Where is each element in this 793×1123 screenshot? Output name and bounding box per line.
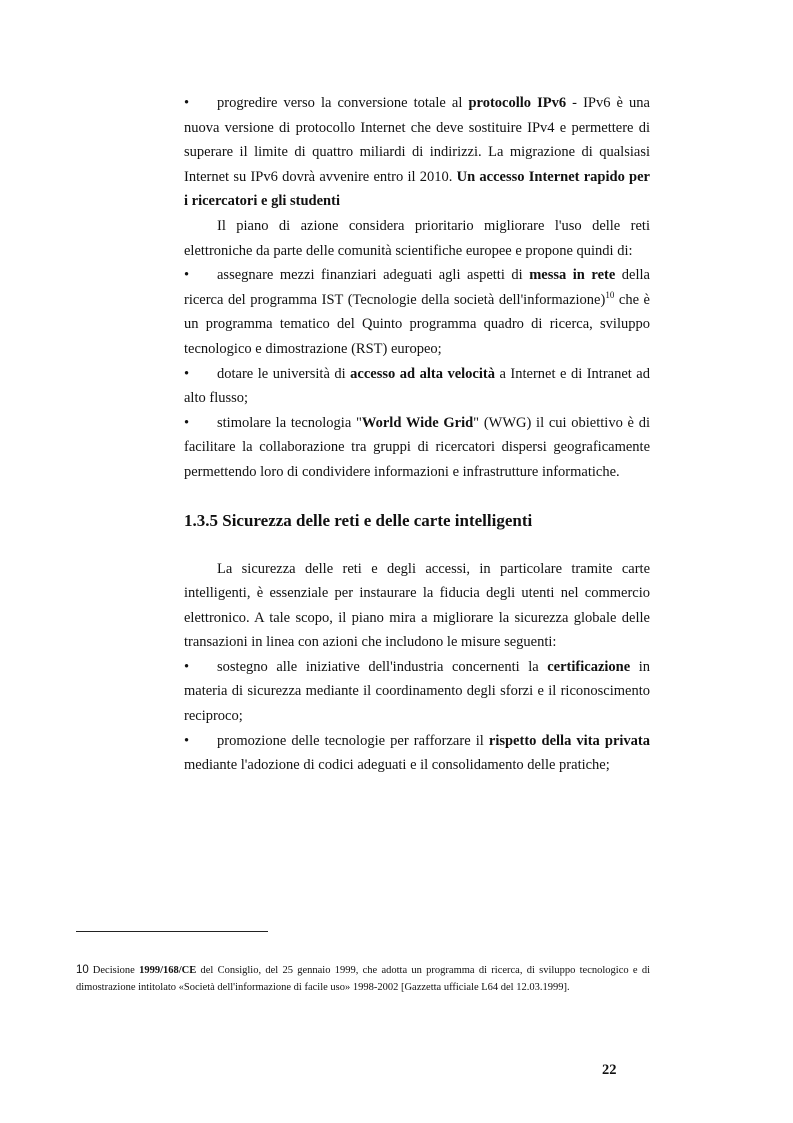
bullet-icon: • [184,365,190,382]
bullet-icon: • [184,95,190,111]
bullet-item-privacy: • promozione delle tecnologie per rafforzare il rispetto della vita privata mediante l'adozione di codici adeguati e il consolidamento delle pratiche; [184,729,650,778]
paragraph-security: La sicurezza delle reti e degli accessi, in particolare tramite carte intelligenti, è essenziale per instaurare la fiducia degli utenti nel commercio elettronico. A tale scopo, il piano mira a migliorare la sicurezza globale delle transazioni in linea con azioni che includono le misure seguenti: [184,560,650,651]
bullet-icon: • [184,267,190,284]
main-text [184,91,650,778]
bullet-item-certification: • sostegno alle iniziative dell'industria concernenti la certificazione in materia di sicurezza mediante il coordinamento degli sforzi e il riconoscimento reciproco; [184,655,650,729]
paragraph-action-plan: Il piano di azione considera prioritario migliorare l'uso delle reti elettroniche da parte delle comunità scientifiche europee e propone quindi di: [184,217,650,259]
footnote-ref: 10 [605,289,615,300]
bullet-icon: • [184,414,190,431]
footnote-separator [76,931,268,932]
bullet-icon: • [184,658,190,675]
section-heading: 1.3.5 Sicurezza delle reti e delle carte intelligenti [184,510,533,530]
footnote-number: 10 [76,964,89,976]
bullet-item-universities: • dotare le università di accesso ad alta velocità a Internet e di Intranet ad alto flusso; [184,362,650,411]
footnote: 10 Decisione 1999/168/CE del Consiglio, del 25 gennaio 1999, che adotta un programma di ricerca, di sviluppo tecnologico e di dimostrazione intitolato «Società dell'informazione di facile uso» 1998-2002 [Gazzetta ufficiale L64 del 12.03.1999]. [76,964,650,993]
bullet-item-ipv6: • progredire verso la conversione totale al protocollo IPv6 - IPv6 è una nuova versione di protocollo Internet che deve sostituire IPv4 e permettere di superare il limite di quattro miliardi di indirizzi. La migrazione di qualsiasi Internet su IPv6 dovrà avvenire entro il 2010. Un accesso Internet rapido per i ricercatori e gli studenti [184,91,650,214]
bullet-icon: • [184,732,190,749]
bullet-item-funding: • assegnare mezzi finanziari adeguati agli aspetti di messa in rete della ricerca del programma IST (Tecnologie della società dell'informazione)$^{10}$ che è un programma tematico del Quinto programma quadro di ricerca, sviluppo tecnologico e dimostrazione (RST) europeo; [184,263,650,361]
bullet-item-wwg: • stimolare la tecnologia "World Wide Grid" (WWG) il cui obiettivo è di facilitare la collaborazione tra gruppi di ricercatori dispersi geograficamente permettendo loro di condividere informazioni e infrastrutture informatiche. [184,411,650,485]
page-number: 22 [602,1062,617,1078]
